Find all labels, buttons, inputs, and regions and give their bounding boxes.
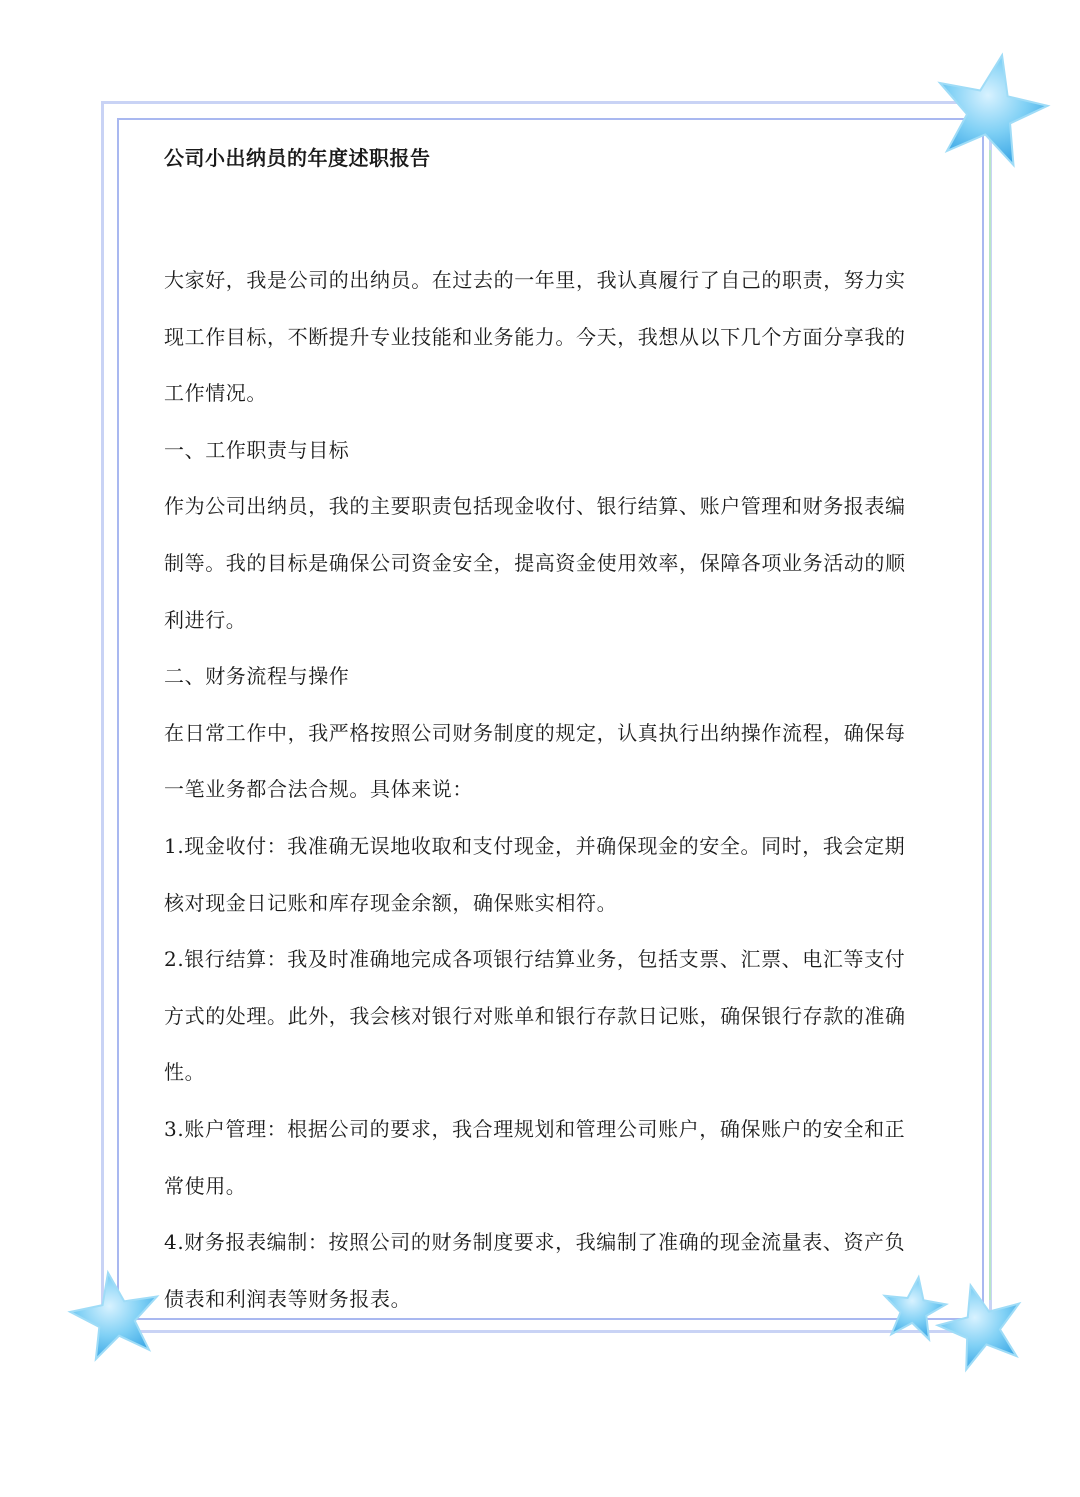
paragraph-process: 在日常工作中，我严格按照公司财务制度的规定，认真执行出纳操作流程，确保每一笔业务都合法合规。具体来说： bbox=[164, 720, 906, 802]
section-heading-process: 二、财务流程与操作 bbox=[164, 664, 350, 689]
star-icon-top-right bbox=[928, 50, 1052, 174]
paragraph-duties: 作为公司出纳员，我的主要职责包括现金收付、银行结算、账户管理和财务报表编制等。我的目标是确保公司资金安全，提高资金使用效率，保障各项业务活动的顺利进行。 bbox=[164, 494, 906, 632]
section-heading-duties: 一、工作职责与目标 bbox=[164, 437, 350, 462]
paragraph-intro: 大家好，我是公司的出纳员。在过去的一年里，我认真履行了自己的职责，努力实现工作目标，不断提升专业技能和业务能力。今天，我想从以下几个方面分享我的工作情况。 bbox=[164, 268, 906, 406]
document-title: 公司小出纳员的年度述职报告 bbox=[164, 146, 431, 170]
list-item-reports: 4.财务报表编制：按照公司的财务制度要求，我编制了准确的现金流量表、资产负债表和利润表等财务报表。 bbox=[164, 1230, 906, 1311]
star-icon-bottom-left bbox=[66, 1268, 166, 1368]
list-item-cash: 1.现金收付：我准确无误地收取和支付现金，并确保现金的安全。同时，我会定期核对现金日记账和库存现金余额，确保账实相符。 bbox=[164, 833, 906, 915]
document-body bbox=[164, 252, 924, 1327]
list-item-bank: 2.银行结算：我及时准确地完成各项银行结算业务，包括支票、汇票、电汇等支付方式的处理。此外，我会核对银行对账单和银行存款日记账，确保银行存款的准确性。 bbox=[164, 947, 906, 1085]
list-item-accounts: 3.账户管理：根据公司的要求，我合理规划和管理公司账户，确保账户的安全和正常使用。 bbox=[164, 1116, 906, 1198]
star-icon-bottom-right bbox=[934, 1280, 1030, 1376]
document-content bbox=[164, 138, 924, 1327]
